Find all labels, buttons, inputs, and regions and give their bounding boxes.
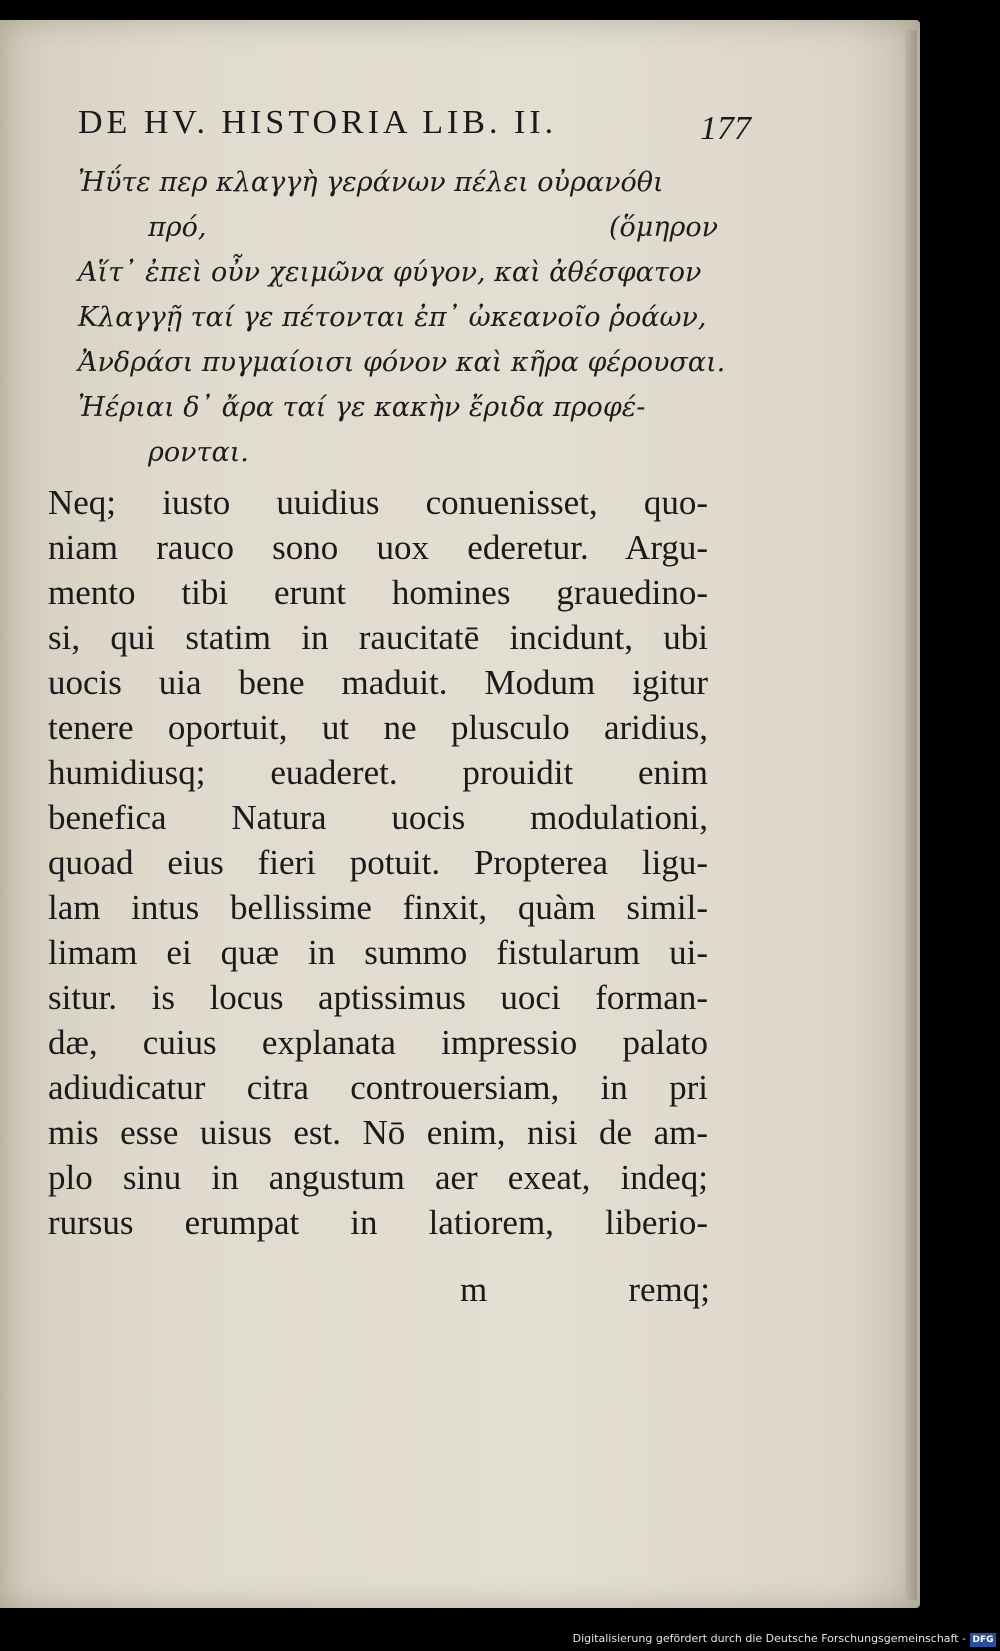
text-line: mento tibi erunt homines grauedino- <box>48 573 708 612</box>
text-line: benefica Natura uocis modulationi, <box>48 798 708 837</box>
text-line: rursus erumpat in latiorem, liberio- <box>48 1203 708 1242</box>
text-line: plo sinu in angustum aer exeat, indeq; <box>48 1158 708 1197</box>
running-head: DE HV. HISTORIA LIB. II. <box>78 104 558 141</box>
text-line: si, qui statim in raucitatē incidunt, ubi <box>48 618 708 657</box>
text-line: humidiusq; euaderet. prouidit enim <box>48 753 708 792</box>
page-number: 177 <box>700 110 751 147</box>
catchword: remq; <box>628 1270 710 1309</box>
text-line: niam rauco sono uox ederetur. Argu- <box>48 528 708 567</box>
text-line: dæ, cuius explanata impressio palato <box>48 1023 708 1062</box>
text-line: situr. is locus aptissimus uoci forman- <box>48 978 708 1017</box>
text-line: tenere oportuit, ut ne plusculo aridius, <box>48 708 708 747</box>
signature-mark: m <box>460 1270 488 1309</box>
greek-source-note: (ὅμηρον <box>608 212 718 243</box>
greek-verse-block <box>78 160 726 475</box>
greek-line: Ἀνδράσι πυγμαίοισι φόνον καὶ κῆρα φέρουσαι. <box>78 347 726 378</box>
dfg-logo: DFG <box>970 1633 996 1647</box>
text-line: Neq; iusto uuidius conuenisset, quo- <box>48 483 708 522</box>
text-line: uocis uia bene maduit. Modum igitur <box>48 663 708 702</box>
greek-line: Ἠΰτε περ κλαγγὴ γεράνων πέλει οὐρανόθι <box>78 167 664 198</box>
latin-text-block <box>48 480 708 1245</box>
text-line: quoad eius fieri potuit. Propterea ligu- <box>48 843 708 882</box>
text-line: adiudicatur citra controuersiam, in pri <box>48 1068 708 1107</box>
greek-line: Κλαγγῇ ταί γε πέτονται ἐπ᾽ ὠκεανοῖο ῥοάων, <box>78 302 707 333</box>
page-edge <box>905 30 917 1600</box>
greek-line: ρονται. <box>148 437 249 468</box>
greek-line: Ἠέριαι δ᾽ ἄρα ταί γε κακὴν ἔριδα προφέ- <box>78 392 646 423</box>
digitization-credit: Digitalisierung gefördert durch die Deutsche Forschungsgemeinschaft - <box>572 1632 966 1645</box>
text-line: limam ei quæ in summo fistularum ui- <box>48 933 708 972</box>
greek-line: πρό, <box>148 212 207 243</box>
text-line: mis esse uisus est. Nō enim, nisi de am- <box>48 1113 708 1152</box>
catchword-row <box>460 1270 710 1310</box>
text-line: lam intus bellissime finxit, quàm simil- <box>48 888 708 927</box>
greek-line-split <box>78 205 718 250</box>
greek-line: Αἵτ᾽ ἐπεὶ οὖν χειμῶνα φύγον, καὶ ἀθέσφατον <box>78 257 702 288</box>
